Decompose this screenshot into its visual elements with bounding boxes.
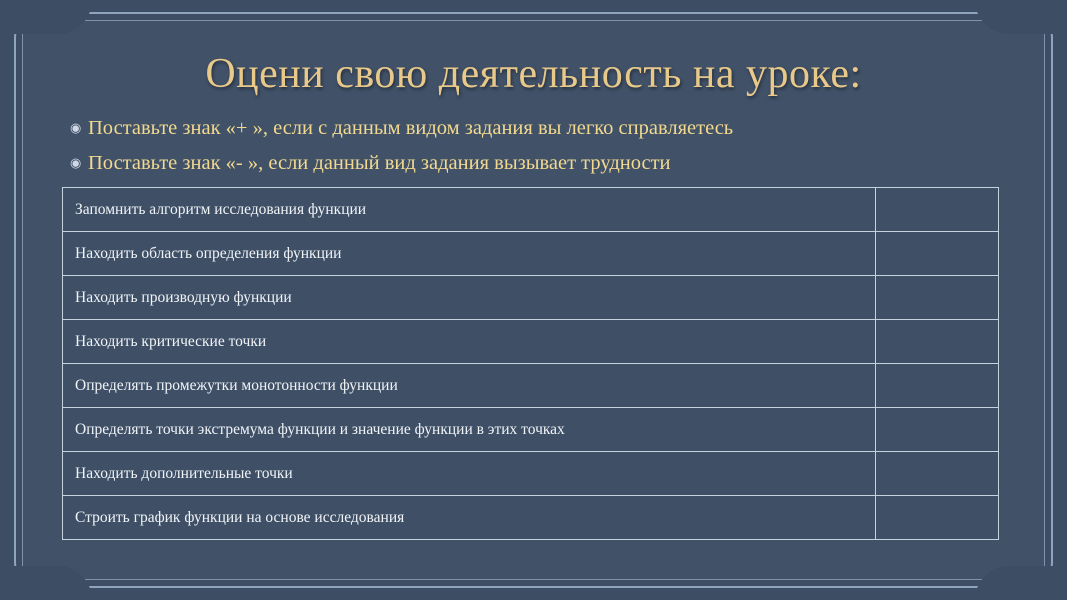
instruction-list: [70, 118, 1027, 173]
mark-cell[interactable]: [876, 232, 999, 276]
assessment-table-wrapper: [62, 187, 1019, 540]
list-item: [70, 153, 1027, 174]
task-label: Находить критические точки: [63, 320, 876, 364]
table-row: [63, 364, 999, 408]
slide-title: Оцени свою деятельность на уроке:: [205, 51, 862, 97]
assessment-table: [62, 187, 999, 540]
instruction-text-plus: Поставьте знак «+ », если с данным видом задания вы легко справляетесь: [88, 117, 734, 140]
bullet-point-icon: ◉: [70, 154, 82, 170]
table-row: [63, 188, 999, 232]
list-item: [70, 118, 1027, 139]
mark-cell[interactable]: [876, 320, 999, 364]
mark-cell[interactable]: [876, 364, 999, 408]
task-label: Определять точки экстремума функции и значение функции в этих точках: [63, 408, 876, 452]
table-row: [63, 232, 999, 276]
task-label: Находить дополнительные точки: [63, 452, 876, 496]
corner-accent-bottom-right: [975, 566, 1067, 600]
task-label: Находить производную функции: [63, 276, 876, 320]
slide-content: [40, 34, 1027, 566]
table-row: [63, 496, 999, 540]
table-row: [63, 320, 999, 364]
task-label: Строить график функции на основе исследования: [63, 496, 876, 540]
mark-cell[interactable]: [876, 276, 999, 320]
table-row: [63, 452, 999, 496]
bullet-point-icon: ◉: [70, 120, 82, 136]
table-row: [63, 276, 999, 320]
task-label: Находить область определения функции: [63, 232, 876, 276]
task-label: Запомнить алгоритм исследования функции: [63, 188, 876, 232]
mark-cell[interactable]: [876, 188, 999, 232]
table-row: [63, 408, 999, 452]
mark-cell[interactable]: [876, 496, 999, 540]
instruction-text-minus: Поставьте знак «- », если данный вид задания вызывает трудности: [88, 151, 671, 174]
mark-cell[interactable]: [876, 408, 999, 452]
mark-cell[interactable]: [876, 452, 999, 496]
task-label: Определять промежутки монотонности функции: [63, 364, 876, 408]
